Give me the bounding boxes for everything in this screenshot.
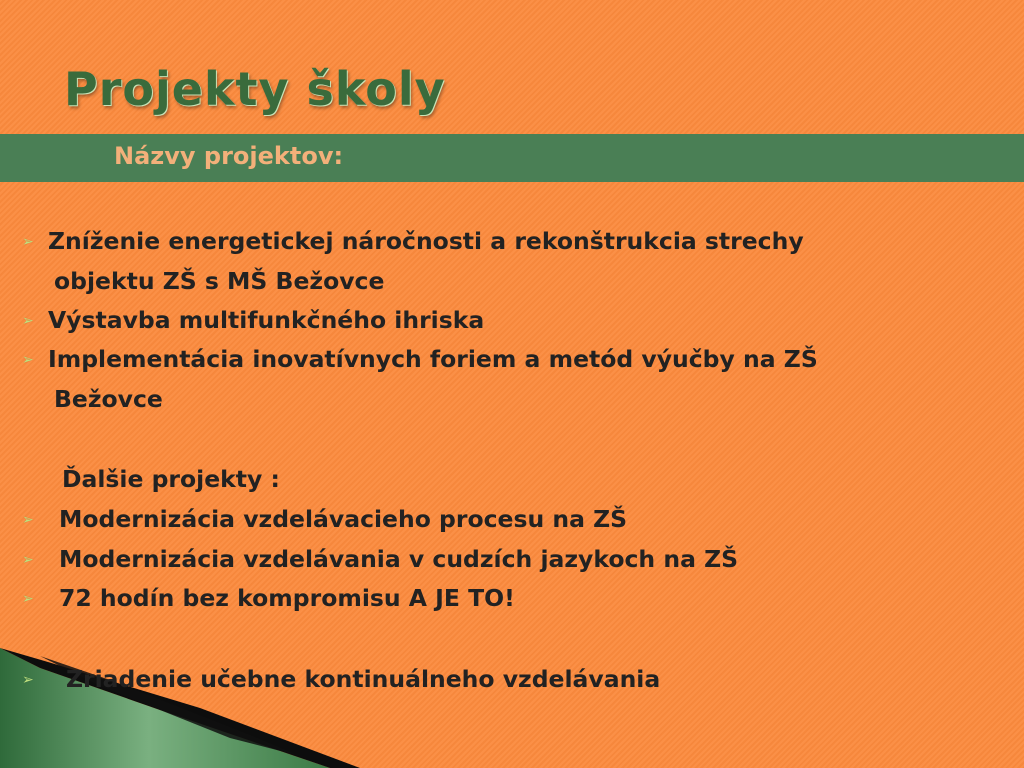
other-project-item-1: Modernizácia vzdelávacieho procesu na ZŠ: [59, 505, 628, 533]
project-item-1-line-1: Zníženie energetickej náročnosti a rekonštrukcia strechy: [48, 227, 804, 255]
bullet-icon: ➢: [22, 234, 34, 250]
project-item-3-line-2: Bežovce: [54, 385, 163, 413]
bullet-icon: ➢: [22, 591, 34, 607]
slide-title: Projekty školy: [64, 62, 446, 116]
final-item: Zriadenie učebne kontinuálneho vzdelávania: [66, 665, 661, 693]
project-item-1-line-2: objektu ZŠ s MŠ Bežovce: [54, 267, 385, 295]
bullet-icon: ➢: [22, 512, 34, 528]
section-heading: Názvy projektov:: [114, 142, 344, 170]
other-project-item-3: 72 hodín bez kompromisu A JE TO!: [59, 584, 515, 612]
bullet-icon: ➢: [22, 552, 34, 568]
other-projects-heading: Ďalšie projekty :: [62, 465, 280, 493]
project-item-2: Výstavba multifunkčného ihriska: [48, 306, 485, 334]
bullet-icon: ➢: [22, 672, 34, 688]
project-item-3-line-1: Implementácia inovatívnych foriem a metód výučby na ZŠ: [48, 345, 818, 373]
other-project-item-2: Modernizácia vzdelávania v cudzích jazykoch na ZŠ: [59, 545, 739, 573]
bullet-icon: ➢: [22, 313, 34, 329]
bullet-icon: ➢: [22, 352, 34, 368]
